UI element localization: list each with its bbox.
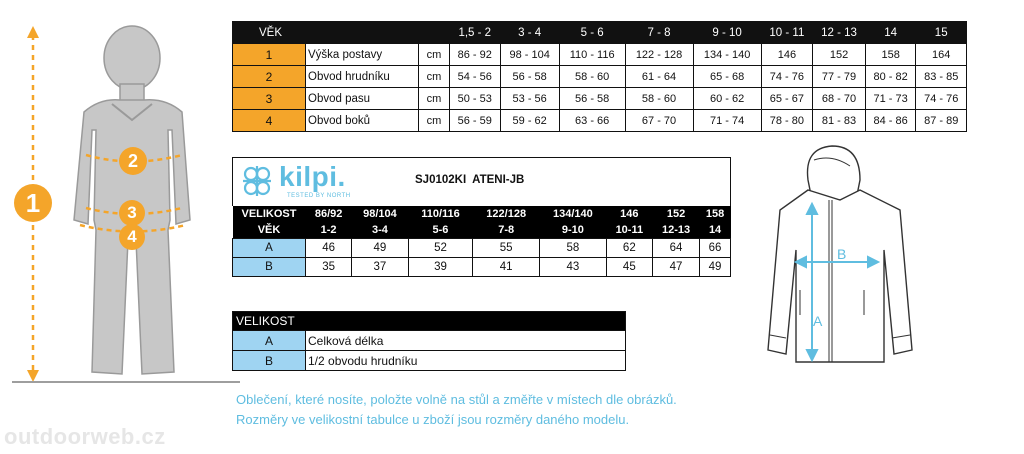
cell: 74 - 76 (761, 66, 813, 88)
age-col: 12-13 (652, 222, 699, 239)
watermark: outdoorweb.cz (4, 424, 166, 449)
row-unit: cm (419, 88, 450, 110)
cell: 61 - 64 (625, 66, 693, 88)
table-row (233, 239, 731, 258)
cell: 110 - 116 (559, 44, 625, 66)
marker-1: 1 (14, 184, 52, 222)
age-col: 3-4 (352, 222, 408, 239)
size-label: VELIKOST (233, 206, 306, 222)
row-unit: cm (419, 44, 450, 66)
age-col: 7 - 8 (625, 22, 693, 44)
size-header-row (233, 206, 731, 222)
row-label: Obvod boků (306, 110, 419, 132)
table-row (233, 258, 731, 277)
cell: 58 - 60 (559, 66, 625, 88)
age-col: 9 - 10 (693, 22, 761, 44)
jacket-label-b: B (837, 246, 847, 262)
cell: 53 - 56 (500, 88, 559, 110)
cell: 65 - 68 (693, 66, 761, 88)
cell: 86 - 92 (450, 44, 501, 66)
cell: 56 - 59 (450, 110, 501, 132)
cell: 78 - 80 (761, 110, 813, 132)
brand-logo-text: kilpi. (279, 161, 346, 192)
marker-4: 4 (119, 224, 145, 250)
cell: 41 (473, 258, 540, 277)
row-label: A (233, 331, 306, 351)
cell: 47 (652, 258, 699, 277)
brand-tagline: TESTED BY NORTH (287, 193, 351, 199)
size-col: 122/128 (473, 206, 540, 222)
cell: 35 (306, 258, 352, 277)
cell: 43 (540, 258, 607, 277)
cell: 77 - 79 (813, 66, 866, 88)
row-unit: cm (419, 66, 450, 88)
age-col: 9-10 (540, 222, 607, 239)
row-number: 1 (233, 44, 306, 66)
cell: 60 - 62 (693, 88, 761, 110)
cell: 52 (408, 239, 473, 258)
cell: 81 - 83 (813, 110, 866, 132)
age-header-row (233, 222, 731, 239)
cell: 58 (540, 239, 607, 258)
instruction-note: Oblečení, které nosíte, položte volně na stůl a změřte v místech dle obrázků. (236, 392, 677, 407)
cell: 134 - 140 (693, 44, 761, 66)
cell: 39 (408, 258, 473, 277)
cell: 37 (352, 258, 408, 277)
cell: 50 - 53 (450, 88, 501, 110)
cell: 46 (306, 239, 352, 258)
row-number: 2 (233, 66, 306, 88)
product-size-table (232, 157, 731, 277)
product-values-table (232, 206, 731, 277)
cell: 122 - 128 (625, 44, 693, 66)
cell: 65 - 67 (761, 88, 813, 110)
table-row (233, 110, 967, 132)
row-label: Výška postavy (306, 44, 419, 66)
size-col: 86/92 (306, 206, 352, 222)
row-label: Obvod pasu (306, 88, 419, 110)
product-code: SJ0102KI ATENI-JB (415, 174, 525, 186)
age-col: 10 - 11 (761, 22, 813, 44)
cell: 56 - 58 (500, 66, 559, 88)
age-col: 15 (916, 22, 967, 44)
marker-2: 2 (119, 147, 147, 175)
row-desc: 1/2 obvodu hrudníku (306, 351, 626, 371)
cell: 58 - 60 (625, 88, 693, 110)
measurements-header-row (233, 22, 967, 44)
age-col: 5 - 6 (559, 22, 625, 44)
cell: 71 - 73 (865, 88, 916, 110)
cell: 45 (606, 258, 652, 277)
cell: 71 - 74 (693, 110, 761, 132)
legend-header-row (233, 312, 626, 331)
cell: 63 - 66 (559, 110, 625, 132)
legend-table (232, 311, 626, 371)
size-col: 146 (606, 206, 652, 222)
cell: 49 (352, 239, 408, 258)
cell: 62 (606, 239, 652, 258)
row-label: A (233, 239, 306, 258)
cell: 68 - 70 (813, 88, 866, 110)
cell: 80 - 82 (865, 66, 916, 88)
table-row (233, 351, 626, 371)
table-row (233, 66, 967, 88)
age-col: 14 (865, 22, 916, 44)
size-col: 152 (652, 206, 699, 222)
marker-3: 3 (119, 200, 145, 226)
cell: 67 - 70 (625, 110, 693, 132)
cell: 59 - 62 (500, 110, 559, 132)
age-col: 12 - 13 (813, 22, 866, 44)
size-col: 134/140 (540, 206, 607, 222)
instruction-note: Rozměry ve velikostní tabulce u zboží jsou rozměry daného modelu. (236, 412, 630, 427)
size-col: 98/104 (352, 206, 408, 222)
jacket-label-a: A (813, 313, 823, 329)
cell: 55 (473, 239, 540, 258)
cell: 158 (865, 44, 916, 66)
age-col: 10-11 (606, 222, 652, 239)
row-label: B (233, 258, 306, 277)
age-col: 3 - 4 (500, 22, 559, 44)
cell: 146 (761, 44, 813, 66)
table-row (233, 331, 626, 351)
row-label: Obvod hrudníku (306, 66, 419, 88)
table-row (233, 88, 967, 110)
age-header-label: VĚK (233, 22, 450, 44)
age-col: 1-2 (306, 222, 352, 239)
cell: 87 - 89 (916, 110, 967, 132)
age-col: 1,5 - 2 (450, 22, 501, 44)
age-col: 5-6 (408, 222, 473, 239)
legend-header: VELIKOST (233, 312, 626, 331)
size-col: 158 (700, 206, 731, 222)
row-desc: Celková délka (306, 331, 626, 351)
size-col: 110/116 (408, 206, 473, 222)
table-row (233, 44, 967, 66)
age-col: 14 (700, 222, 731, 239)
cell: 152 (813, 44, 866, 66)
cell: 164 (916, 44, 967, 66)
kilpi-knot-icon (237, 162, 277, 200)
age-label: VĚK (233, 222, 306, 239)
measurements-table (232, 21, 967, 132)
cell: 54 - 56 (450, 66, 501, 88)
cell: 74 - 76 (916, 88, 967, 110)
cell: 66 (700, 239, 731, 258)
cell: 56 - 58 (559, 88, 625, 110)
cell: 64 (652, 239, 699, 258)
row-unit: cm (419, 110, 450, 132)
row-number: 3 (233, 88, 306, 110)
cell: 49 (700, 258, 731, 277)
row-label: B (233, 351, 306, 371)
age-col: 7-8 (473, 222, 540, 239)
row-number: 4 (233, 110, 306, 132)
cell: 84 - 86 (865, 110, 916, 132)
product-header (232, 157, 731, 206)
cell: 83 - 85 (916, 66, 967, 88)
cell: 98 - 104 (500, 44, 559, 66)
